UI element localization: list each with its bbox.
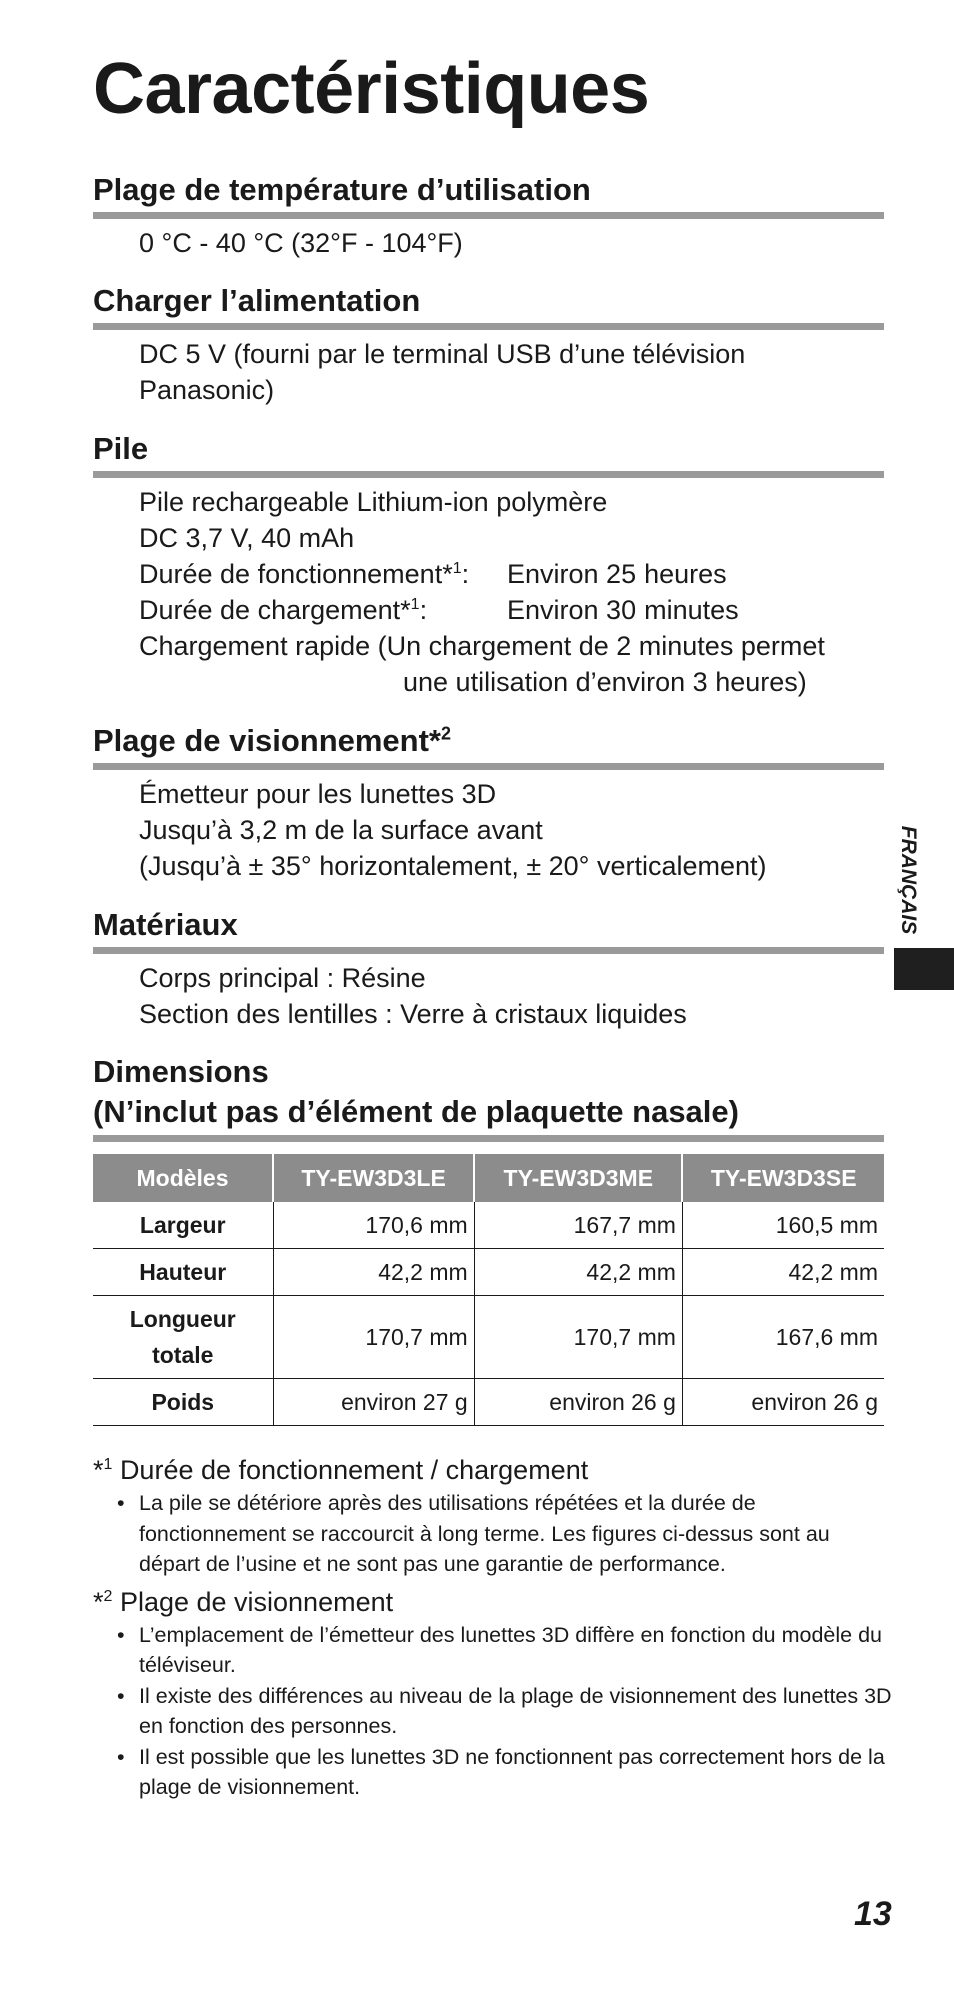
- footnote-list: [93, 1620, 893, 1803]
- footnote-marker: *: [93, 1455, 104, 1485]
- language-tab-marker: [894, 948, 954, 990]
- section-dimensions: [93, 1052, 884, 1142]
- section-rule: [93, 763, 884, 770]
- charge-duration-unit: minutes: [644, 595, 739, 626]
- text-line: Section des lentilles : Verre à cristaux liquides: [139, 999, 687, 1030]
- footnote-number: 1: [103, 1456, 113, 1473]
- table-header-row: [93, 1154, 884, 1202]
- section-pile: [93, 429, 884, 700]
- footnote-title: [93, 1452, 893, 1488]
- operation-duration-label: Durée de fonctionnement*: [139, 559, 453, 590]
- table-cell: environ 27 g: [273, 1379, 474, 1426]
- table-cell: environ 26 g: [474, 1379, 682, 1426]
- section-subheading: (N’inclut pas d’élément de plaquette nasale): [93, 1094, 739, 1130]
- section-rule: [93, 471, 884, 478]
- text-line: Jusqu’à 3,2 m de la surface avant: [139, 815, 543, 846]
- section-rule: [93, 323, 884, 330]
- section-heading: Plage de température d’utilisation: [93, 172, 591, 207]
- table-row: [93, 1379, 884, 1426]
- section-temperature: [93, 170, 884, 261]
- table-cell: 42,2 mm: [273, 1249, 474, 1296]
- footnote-title-text: Plage de visionnement: [119, 1586, 394, 1617]
- charge-duration-row: [139, 592, 884, 628]
- operation-duration-row: [139, 556, 884, 592]
- footnote-ref: 1: [410, 596, 420, 614]
- list-item: • Il existe des différences au niveau de la plage de visionnement des lunettes 3D en fonction des personnes.: [139, 1681, 893, 1742]
- section-body: [93, 960, 884, 1032]
- section-heading: Pile: [93, 431, 149, 466]
- charge-duration-label: Durée de chargement*: [139, 595, 411, 626]
- footnotes: [93, 1448, 893, 1803]
- dimensions-table: [93, 1154, 884, 1426]
- table-cell: 170,6 mm: [273, 1202, 474, 1249]
- section-viewing-range: [93, 721, 884, 884]
- list-item: • La pile se détériore après des utilisations répétées et la durée de fonctionnement se raccourcit à long terme. Les figures ci-dessus sont au départ de l’usine et ne sont pas une garantie de performance.: [139, 1488, 893, 1580]
- row-header-line: Longueur: [129, 1306, 236, 1332]
- list-item: • Il est possible que les lunettes 3D ne fonctionnent pas correctement hors de la plage de visionnement.: [139, 1742, 893, 1803]
- table-cell: 160,5 mm: [682, 1202, 884, 1249]
- section-heading: [93, 721, 884, 761]
- section-heading-text: Plage de visionnement*: [93, 723, 441, 758]
- text-line: DC 3,7 V, 40 mAh: [139, 523, 355, 554]
- footnote-title: [93, 1584, 893, 1620]
- fast-charge-line: Chargement rapide (Un chargement de 2 minutes permet: [139, 631, 825, 662]
- row-header: Poids: [93, 1379, 273, 1426]
- section-rule: [93, 947, 884, 954]
- page-number: 13: [854, 1895, 892, 1933]
- row-header: [93, 1296, 273, 1379]
- table-cell: 170,7 mm: [474, 1296, 682, 1379]
- column-header: TY-EW3D3SE: [682, 1154, 884, 1202]
- language-label-text: FRANÇAIS: [897, 825, 920, 935]
- text-line: (Jusqu’à ± 35° horizontalement, ± 20° verticalement): [139, 851, 767, 882]
- section-rule: [93, 1135, 884, 1142]
- text-line: 0 °C - 40 °C (32°F - 104°F): [139, 228, 463, 259]
- text-line: Pile rechargeable Lithium-ion polymère: [139, 487, 608, 518]
- table-cell: 42,2 mm: [474, 1249, 682, 1296]
- section-body: [93, 776, 884, 884]
- table-cell: 167,7 mm: [474, 1202, 682, 1249]
- row-header-line: totale: [152, 1342, 214, 1368]
- text-line: Panasonic): [139, 375, 275, 406]
- operation-duration-unit: heures: [644, 559, 727, 590]
- column-header: TY-EW3D3ME: [474, 1154, 682, 1202]
- page-title: Caractéristiques: [93, 49, 650, 129]
- table-cell: 167,6 mm: [682, 1296, 884, 1379]
- footnote-number: 2: [103, 1587, 113, 1605]
- text-line: DC 5 V (fourni par le terminal USB d’une télévision: [139, 339, 746, 370]
- section-heading: Dimensions: [93, 1054, 269, 1089]
- colon: :: [461, 559, 470, 590]
- section-body: [93, 484, 884, 700]
- footnote-list: [93, 1488, 893, 1580]
- section-heading: Matériaux: [93, 907, 238, 942]
- fast-charge-line-cont: une utilisation d’environ 3 heures): [403, 667, 807, 698]
- list-item: • L’emplacement de l’émetteur des lunettes 3D diffère en fonction du modèle du téléviseur.: [139, 1620, 893, 1681]
- table-cell: 170,7 mm: [273, 1296, 474, 1379]
- footnote-title-text: Durée de fonctionnement / chargement: [119, 1455, 589, 1485]
- language-side-label: [893, 820, 923, 940]
- table-row: [93, 1296, 884, 1379]
- section-body: [93, 225, 884, 261]
- footnote-ref: 1: [452, 560, 462, 578]
- footnote-marker: *: [93, 1586, 104, 1617]
- section-rule: [93, 212, 884, 219]
- operation-duration-value: Environ 25: [507, 559, 637, 590]
- section-heading: Charger l’alimentation: [93, 283, 421, 318]
- table-row: [93, 1249, 884, 1296]
- section-materials: [93, 905, 884, 1032]
- text-line: Corps principal : Résine: [139, 963, 426, 994]
- row-header: Largeur: [139, 1211, 226, 1238]
- section-body: [93, 336, 884, 408]
- table-row: [93, 1202, 884, 1249]
- column-header: TY-EW3D3LE: [273, 1154, 474, 1202]
- row-header: Hauteur: [93, 1249, 273, 1296]
- text-line: Émetteur pour les lunettes 3D: [139, 779, 497, 810]
- column-header: Modèles: [93, 1154, 273, 1202]
- table-cell: 42,2 mm: [682, 1249, 884, 1296]
- colon: :: [419, 595, 428, 626]
- section-charger: [93, 281, 884, 408]
- charge-duration-value: Environ 30: [507, 595, 637, 626]
- footnote-ref: 2: [441, 723, 452, 744]
- table-cell: environ 26 g: [682, 1379, 884, 1426]
